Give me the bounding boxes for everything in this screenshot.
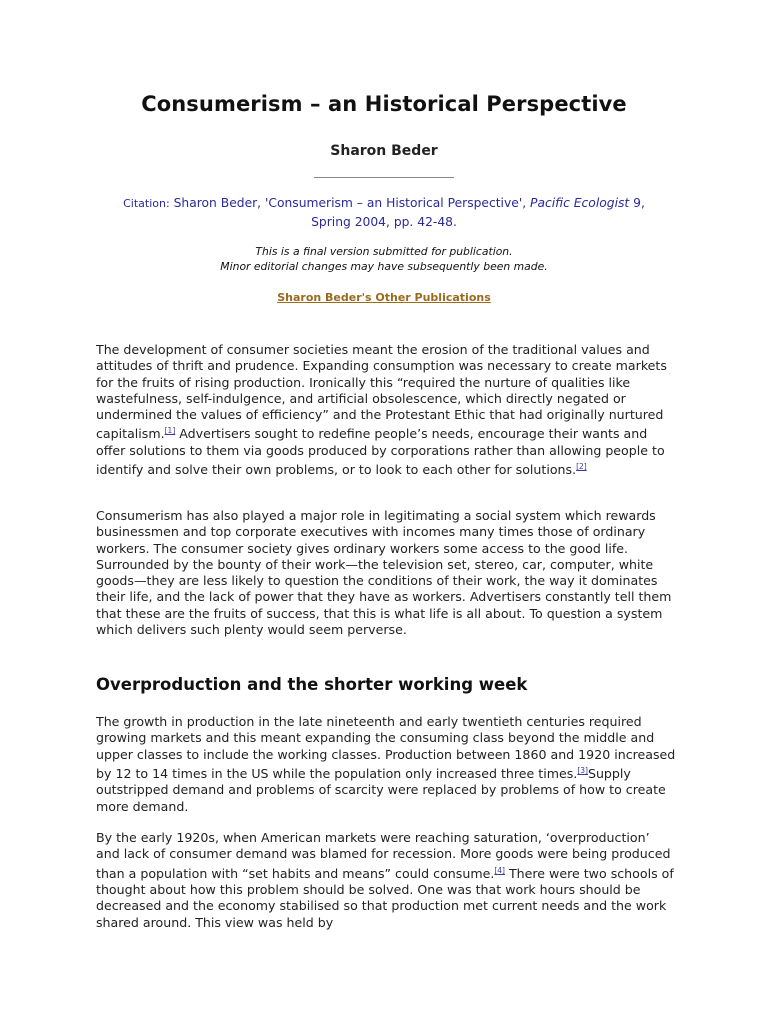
title-divider: [314, 177, 454, 178]
other-publications-link[interactable]: Sharon Beder's Other Publications: [277, 291, 491, 304]
note-line-1: This is a final version submitted for publication.: [255, 245, 513, 258]
paragraph-4: [96, 830, 676, 931]
paragraph-1-text-b: Advertisers sought to redefine people’s needs, encourage their wants and offer solutions to them via goods produced by corporations rather than allowing people to identify and solve their own problems, or to look to each other for solutions.: [96, 426, 665, 478]
citation-label: Citation:: [123, 197, 170, 210]
citation-block: [100, 194, 668, 231]
citation-journal: Pacific Ecologist: [530, 196, 630, 210]
document-title: Consumerism – an Historical Perspective: [141, 92, 627, 116]
footnote-ref-2[interactable]: [2]: [576, 462, 587, 472]
paragraph-3-text-b: Supply outstripped demand and problems of scarcity were replaced by problems of how to create more demand.: [96, 766, 666, 814]
section-heading: Overproduction and the shorter working week: [96, 675, 528, 694]
note-line-2: Minor editorial changes may have subsequently been made.: [220, 260, 548, 273]
paragraph-4-text-a: By the early 1920s, when American markets were reaching saturation, ‘overproduction’ and lack of consumer demand was blamed for recession. More goods were being produced than a population with “set habits and means” could consume.: [96, 830, 671, 881]
citation-date-pages: Spring 2004, pp. 42-48.: [311, 215, 457, 229]
paragraph-4-text-b: There were two schools of thought about how this problem should be solved. One was that work hours should be decreased and the economy stabilised so that production met current needs and the work shared around. This view was held by: [96, 865, 674, 930]
paragraph-1-text-a: The development of consumer societies meant the erosion of the traditional values and attitudes of thrift and prudence. Expanding consumption was necessary to create markets for the fruits of rising production. Ironically this “required the nurture of qualities like wastefulness, self-indulgence, and artificial obsolescence, which directly negated or undermined the values of efficiency” and the Protestant Ethic that had originally nurtured capitalism.: [96, 342, 667, 442]
citation-volume: 9,: [629, 196, 645, 210]
author-name: Sharon Beder: [330, 143, 438, 159]
paragraph-3: [96, 714, 676, 815]
footnote-ref-1[interactable]: [1]: [164, 426, 176, 436]
footnote-ref-4[interactable]: [4]: [494, 865, 505, 875]
paragraph-2: Consumerism has also played a major role in legitimating a social system which rewards businessmen and top corporate executives with incomes many times those of ordinary workers. The consumer society gives ordinary workers some access to the good life. Surrounded by the bounty of their work—the television set, stereo, car, computer, white goods—they are less likely to question the conditions of their work, the way it dominates their life, and the lack of power that they have as workers. Advertisers constantly tell them that these are the fruits of success, that this is what life is all about. To question a system which delivers such plenty would seem perverse.: [96, 508, 672, 638]
paragraph-1: [96, 342, 676, 479]
footnote-ref-3[interactable]: [3]: [577, 765, 588, 775]
citation-text: Sharon Beder, 'Consumerism – an Historical Perspective',: [169, 196, 531, 210]
publication-note: [100, 244, 668, 274]
paragraph-3-text-a: The growth in production in the late nineteenth and early twentieth centuries required growing markets and this meant expanding the consuming class beyond the middle and upper classes to include the working classes. Production between 1860 and 1920 increased by 12 to 14 times in the US while the population only increased three times.: [96, 714, 676, 782]
